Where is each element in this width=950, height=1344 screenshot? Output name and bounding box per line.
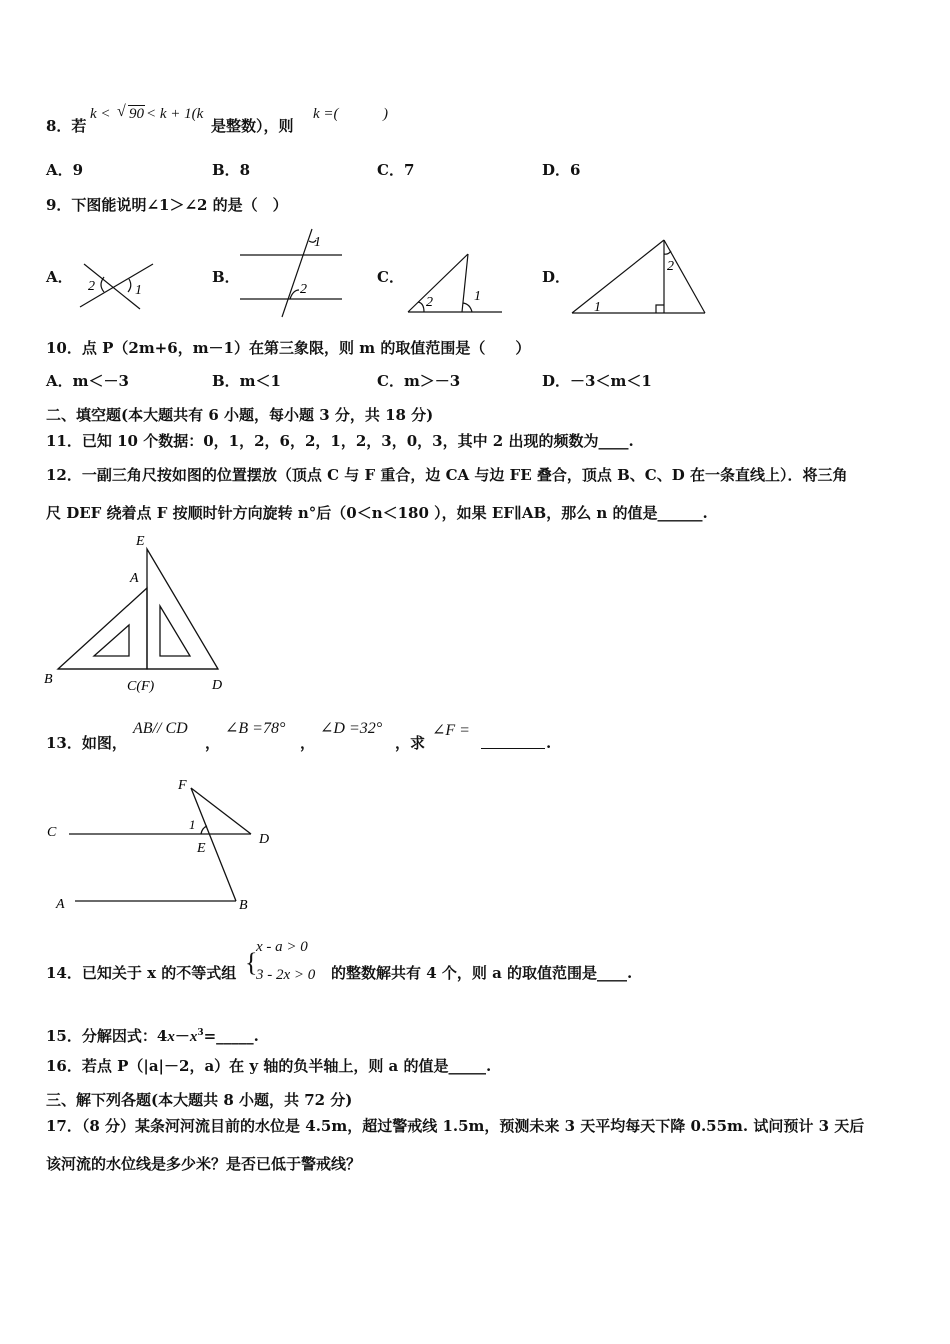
q17-line-1: 17．（8 分）某条河河流目前的水位是 4.5m，超过警戒线 1.5m，预测未来 3 天平均每天下降 0.55m. 试问预计 3 天后 — [46, 1117, 865, 1135]
q8-sqrt-sign: √ — [117, 103, 126, 120]
q15-text — [46, 1024, 259, 1046]
q13-ask: ，求 — [395, 734, 426, 752]
q15-minus: － — [174, 1027, 190, 1045]
q12-label-b: B — [44, 672, 53, 687]
q8-expr-post: < k + 1(k — [146, 106, 204, 122]
fig-a-arc-1 — [128, 279, 131, 292]
q13-condition-parallel: AB// CD — [133, 720, 188, 737]
q14-prefix: 14．已知关于 x 的不等式组 — [46, 964, 237, 982]
q11-text: 11．已知 10 个数据：0，1，2，6，2，1，2，3，0，3，其中 2 出现的频数为____. — [46, 432, 634, 450]
q9-text: 9．下图能说明∠1＞∠2 的是（ ） — [46, 196, 288, 214]
fig-c-angle-2: 2 — [426, 295, 433, 310]
q15-exponent: 3 — [197, 1028, 204, 1038]
q10-option-b: B．m＜1 — [212, 372, 281, 390]
q12-label-a: A — [130, 571, 139, 586]
q15-x2: x — [189, 1029, 198, 1045]
q9-label-a: A． — [46, 268, 73, 286]
q8-option-a: A．9 — [46, 161, 84, 179]
fig-d-angle-1: 1 — [594, 300, 601, 315]
q12-line-2: 尺 DEF 绕着点 F 按顺时针方向旋转 n°后（0＜n＜180 ），如果 EF∥AB，那么 n 的值是______. — [46, 504, 708, 522]
q12-label-e: E — [136, 534, 145, 549]
q10-option-a: A．m＜－3 — [46, 372, 129, 390]
q13-figure — [69, 788, 251, 901]
q8-option-b: B．8 — [212, 161, 251, 179]
q13-sep-2: ， — [300, 734, 316, 752]
q14-inequality-1: x - a > 0 — [256, 939, 308, 955]
fig-c-arc-2 — [418, 302, 424, 312]
q8-condition: 是整数），则 — [211, 117, 294, 135]
q8-close: ) — [383, 106, 388, 122]
q13-condition-angle-d: ∠D =32° — [320, 720, 383, 737]
q8-number: 8．若 — [46, 117, 87, 135]
q13-answer-blank[interactable] — [481, 734, 545, 749]
q14-brace: { — [245, 948, 258, 977]
q13-label-f: F — [178, 778, 187, 793]
q12-figure — [58, 549, 218, 669]
q9-label-c: C． — [377, 268, 404, 286]
fig-a-angle-1: 1 — [135, 283, 142, 298]
fig-a-angle-2: 2 — [88, 279, 95, 294]
q13-label-d: D — [259, 832, 270, 847]
q12-triangle-def — [147, 549, 218, 669]
fig-c-side-left — [408, 254, 468, 312]
q10-option-c: C．m＞－3 — [377, 372, 461, 390]
q8-option-c: C．7 — [377, 161, 415, 179]
q8-sqrt-arg: 90 — [129, 106, 144, 122]
q16-text: 16．若点 P（|a|－2，a）在 y 轴的负半轴上，则 a 的值是_____. — [46, 1057, 492, 1075]
fig-b-angle-2: 2 — [300, 282, 307, 297]
q12-inner-hole-left — [94, 625, 129, 656]
q10-option-d: D．－3＜m＜1 — [542, 372, 652, 390]
q12-triangle-abc — [58, 588, 147, 669]
fig-d-hypotenuse — [572, 240, 664, 313]
fig-d-side — [664, 240, 705, 313]
q12-line-1: 12．一副三角尺按如图的位置摆放（顶点 C 与 F 重合，边 CA 与边 FE 叠合，顶点 B、C、D 在一条直线上）．将三角 — [46, 466, 848, 484]
q14-suffix: 的整数解共有 4 个，则 a 的取值范围是____. — [331, 964, 633, 982]
section-3-heading: 三、解下列各题(本大题共 8 小题，共 72 分) — [46, 1091, 353, 1109]
q13-end: . — [546, 734, 552, 752]
fig-c-arc-1 — [463, 303, 472, 312]
fig-b-angle-1: 1 — [314, 235, 321, 250]
section-2-heading: 二、填空题(本大题共有 6 小题，每小题 3 分，共 18 分) — [46, 406, 434, 424]
q9-figure-d — [572, 240, 705, 313]
q13-label-b: B — [239, 898, 248, 913]
fig-d-arc-2 — [664, 251, 671, 254]
q9-label-d: D． — [542, 268, 571, 286]
q12-label-cf: C(F) — [127, 679, 155, 694]
q13-target: ∠F = — [432, 722, 470, 739]
fig-b-transversal — [282, 229, 312, 317]
q17-line-2: 该河流的水位线是多少米？是否已低于警戒线？ — [46, 1155, 362, 1173]
q15-prefix: 15．分解因式：4 — [46, 1027, 168, 1045]
q13-label-c: C — [47, 825, 57, 840]
q13-prefix: 13．如图， — [46, 734, 127, 752]
fig-d-right-angle — [656, 305, 664, 313]
q8-expr-pre: k < — [90, 106, 111, 122]
q15-suffix: =_____. — [203, 1027, 259, 1045]
q9-label-b: B． — [212, 268, 240, 286]
q13-label-e: E — [197, 841, 206, 856]
q13-condition-angle-b: ∠B =78° — [225, 720, 286, 737]
q13-label-1: 1 — [189, 817, 196, 832]
q8-option-d: D．6 — [542, 161, 581, 179]
q9-figure-c — [408, 254, 502, 312]
q13-label-a: A — [56, 897, 65, 912]
fig-d-angle-2: 2 — [667, 259, 674, 274]
fig-c-angle-1: 1 — [474, 289, 481, 304]
q10-text: 10．点 P（2m+6，m－1）在第三象限，则 m 的取值范围是（ ） — [46, 339, 531, 357]
q14-inequality-2: 3 - 2x > 0 — [256, 967, 316, 983]
q9-figure-b — [240, 229, 342, 317]
q15-x1: x — [167, 1029, 175, 1045]
q13-sep-1: ， — [205, 734, 221, 752]
q8-ask: k =( — [313, 106, 339, 122]
q12-label-d: D — [212, 678, 223, 693]
